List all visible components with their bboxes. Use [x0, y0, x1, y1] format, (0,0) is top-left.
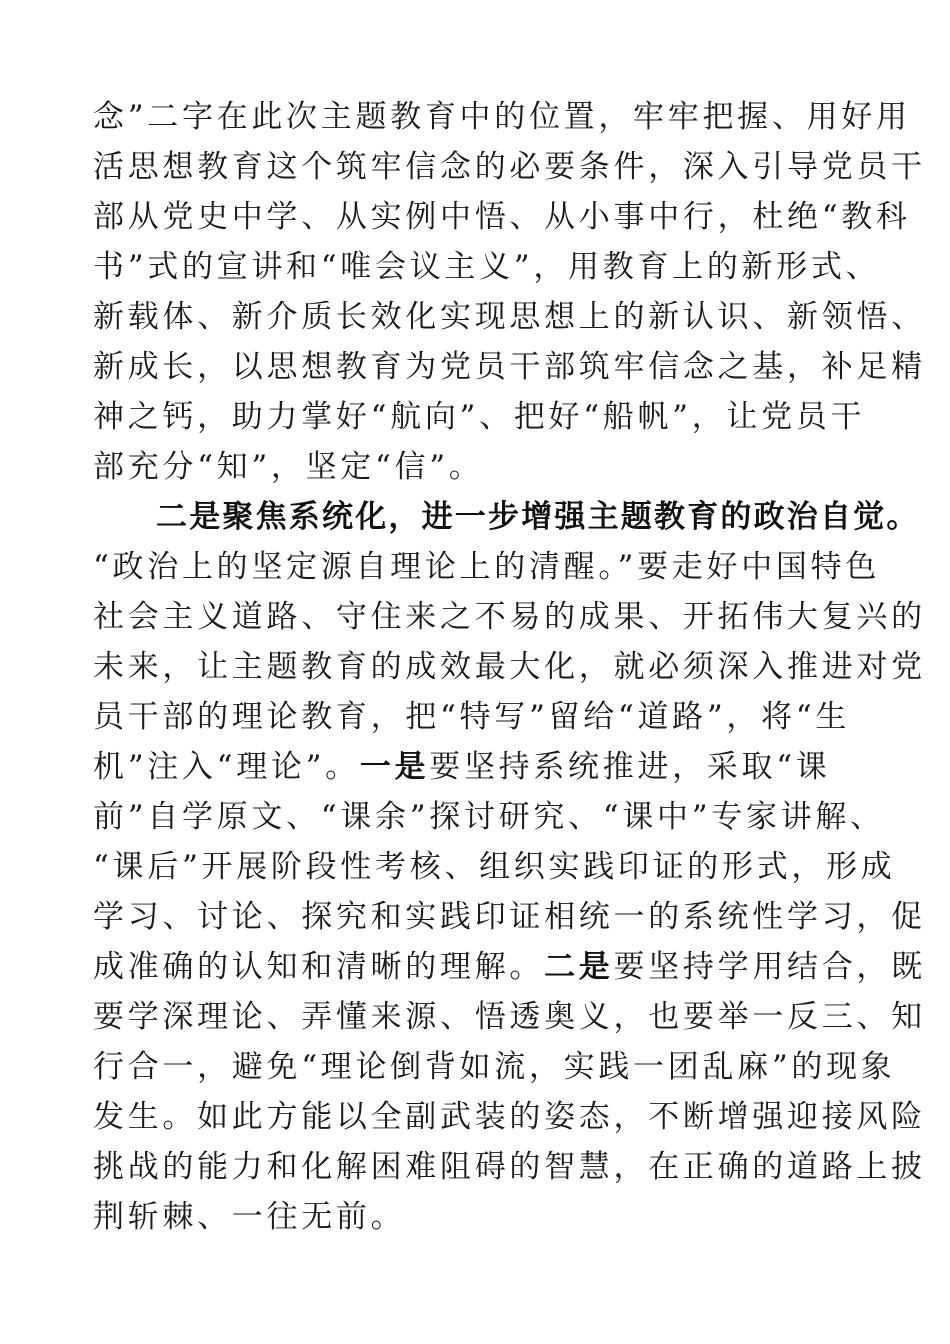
line-text: 要坚持学用结合，既	[613, 949, 926, 985]
text-line: 挑战的能力和化解困难阻碍的智慧，在正确的道路上披	[93, 1149, 926, 1185]
text-line: 荆斩棘、一往无前。	[93, 1199, 406, 1235]
point-marker-2: 二是	[544, 949, 614, 985]
text-line: 员干部的理论教育，把“特写”留给“道路”，将“生	[93, 699, 851, 735]
text-line	[93, 942, 926, 992]
text-line: 神之钙，助力掌好“航向”、把好“船帆”，让党员干	[93, 399, 866, 435]
text-line: 行合一，避免“理论倒背如流，实践一团乱麻”的现象	[93, 1049, 896, 1085]
text-line: 未来，让主题教育的成效最大化，就必须深入推进对党	[93, 649, 926, 685]
paragraph-2	[93, 492, 926, 1242]
text-line: 学习、讨论、探究和实践印证相统一的系统性学习，促	[93, 899, 926, 935]
line-text: 成准确的认知和清晰的理解。	[93, 949, 545, 985]
text-line: 发生。如此方能以全副武装的姿态，不断增强迎接风险	[93, 1099, 926, 1135]
text-line	[93, 742, 863, 792]
section-heading: 二是聚焦系统化，进一步增强主题教育的政治自觉。	[156, 499, 920, 535]
point-marker-1: 一是	[359, 749, 430, 785]
text-line: 活思想教育这个筑牢信念的必要条件，深入引导党员干	[93, 149, 926, 185]
text-line: “课后”开展阶段性考核、组织实践印证的形式，形成	[93, 849, 896, 885]
text-line: 前”自学原文、“课余”探讨研究、“课中”专家讲解、	[93, 799, 885, 835]
text-line: 部充分“知”，坚定“信”。	[93, 449, 484, 485]
paragraph-1	[93, 92, 926, 492]
text-line: 部从党史中学、从实例中悟、从小事中行，杜绝“教科	[93, 199, 911, 235]
line-text: 要坚持系统推进，采取“课	[429, 749, 831, 785]
text-line: 新载体、新介质长效化实现思想上的新认识、新领悟、	[93, 299, 926, 335]
document-page	[93, 92, 926, 1242]
text-line: 要学深理论、弄懂来源、悟透奥义，也要举一反三、知	[93, 999, 926, 1035]
text-line: 社会主义道路、守住来之不易的成果、开拓伟大复兴的	[93, 599, 926, 635]
text-line: 念”二字在此次主题教育中的位置，牢牢把握、用好用	[93, 99, 911, 135]
text-line: 书”式的宣讲和“唯会议主义”，用教育上的新形式、	[93, 249, 881, 285]
line-text: 机”注入“理论”。	[93, 749, 360, 785]
text-line: 新成长，以思想教育为党员干部筑牢信念之基，补足精	[93, 349, 926, 385]
text-line: “政治上的坚定源自理论上的清醒。”要走好中国特色	[93, 549, 880, 585]
